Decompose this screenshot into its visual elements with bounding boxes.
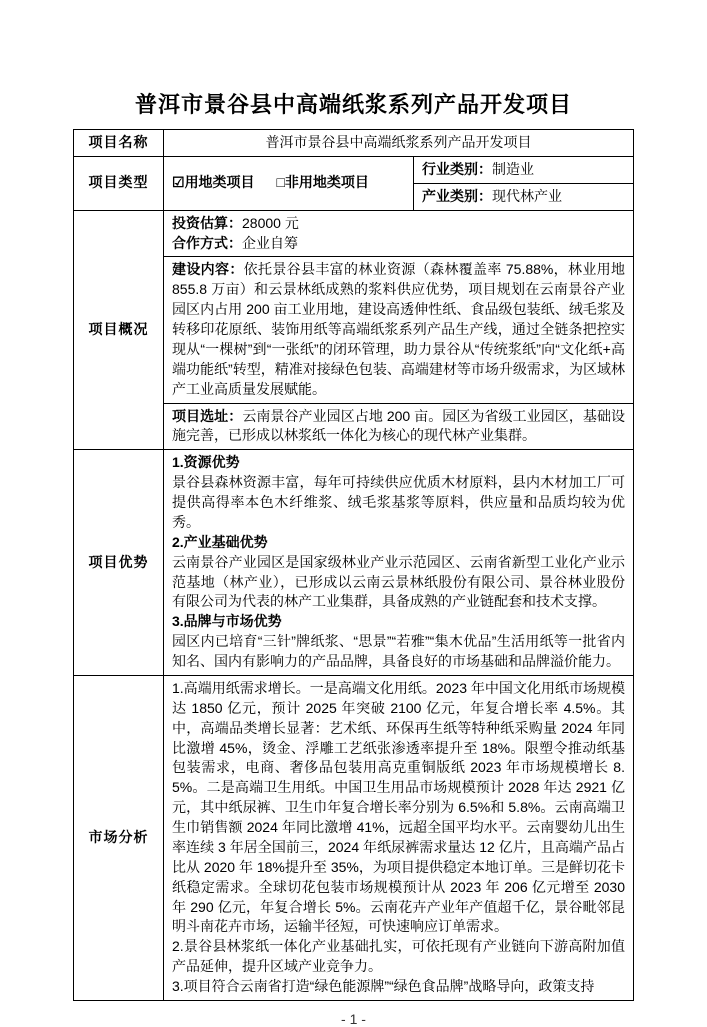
option-non-land-label: 非用地类项目 <box>284 174 369 191</box>
market-analysis-paragraph-2: 2.景谷县林浆纸一体化产业基础扎实，可依托现有产业链向下游高附加值产品延伸，提升区域产业竞争力。 <box>172 938 625 975</box>
advantage-body-industry-base: 云南景谷产业园区是国家级林业产业示范园区、云南省新型工业化产业示范基地（林产业），已形成以云南云景林纸股份有限公司、景谷林业股份有限公司为代表的林产工业集群，具备成熟的产业链配套和技术支撑。 <box>172 553 625 610</box>
row-project-advantages <box>74 450 634 676</box>
project-table <box>73 129 634 1001</box>
project-name-value: 普洱市景谷县中高端纸浆系列产品开发项目 <box>164 130 634 157</box>
sector-category-cell <box>414 183 634 210</box>
sector-category-label: 产业类别： <box>422 187 492 204</box>
construction-content-cell <box>164 257 634 403</box>
row-label-project-type: 项目类型 <box>74 156 164 210</box>
project-advantages-cell <box>164 450 634 676</box>
industry-category-label: 行业类别： <box>422 160 492 177</box>
cooperation-label: 合作方式： <box>172 234 242 251</box>
advantage-heading-resources: 1.资源优势 <box>172 454 240 471</box>
row-project-type <box>74 156 634 183</box>
sector-category-value: 现代林产业 <box>492 187 562 204</box>
row-label-project-advantages: 项目优势 <box>74 450 164 676</box>
option-land-label: 用地类项目 <box>184 174 255 191</box>
page-title: 普洱市景谷县中高端纸浆系列产品开发项目 <box>134 92 572 117</box>
market-analysis-cell <box>164 675 634 1000</box>
market-analysis-paragraph-1: 1.高端用纸需求增长。一是高端文化用纸。2023 年中国文化用纸市场规模达 1850 亿元，预计 2025 年突破 2100 亿元，年复合增长率 4.5%。其中，高端品类增长显著：艺术纸、环保再生纸等特种纸采购量 2024 年同比激增 45%，烫金、浮雕工艺纸张渗透率提升至 18%。限塑令推动纸基包装需求，电商、奢侈品包装用高克重铜版纸 2023 年市场规模增长 8.5%。二是高端卫生用纸。中国卫生用品市场规模预计 2028 年达 2921 亿元，其中纸尿裤、卫生巾年复合增长率分别为 6.5%和 5.8%。云南高端卫生巾销售额 2024 年同比激增 41%，远超全国平均水平。云南婴幼儿出生率连续 3 年居全国前三，2024 年纸尿裤需求量达 12 亿片，且高端产品占比从 2020 年 18%提升至 35%，为项目提供稳定本地订单。三是鲜切花卡纸稳定需求。全球切花包装市场规模预计从 2023 年 206 亿元增至 2030 年 290 亿元，年复合增长 5%。云南花卉产业年产值超千亿，景谷毗邻昆明斗南花卉市场，运输半径短，可快速响应订单需求。 <box>172 679 625 935</box>
page-number: - 1 - <box>341 1010 366 1027</box>
option-land-project <box>172 174 255 190</box>
option-non-land-project <box>276 174 368 190</box>
industry-category-cell <box>414 156 634 183</box>
advantage-body-resources: 景谷县森林资源丰富，每年可持续供应优质木材原料，县内木材加工厂可提供高得率本色木纤维浆、绒毛浆基浆等原料，供应量和品质均较为优秀。 <box>172 474 625 530</box>
investment-value: 28000 元 <box>242 214 299 231</box>
checkbox-unchecked-icon: □ <box>276 174 285 191</box>
checkbox-checked-icon: ☑ <box>172 174 185 191</box>
advantage-body-brand-market: 园区内已培育“三针”牌纸浆、“思景”“若雅”“集木优品”生活用纸等一批省内知名、国内有影响力的产品品牌，具备良好的市场基础和品牌溢价能力。 <box>172 633 625 669</box>
project-type-options <box>164 156 414 210</box>
row-project-name <box>74 130 634 157</box>
project-site-label: 项目选址： <box>172 407 243 424</box>
overview-investment-cell <box>164 210 634 257</box>
investment-label: 投资估算： <box>172 214 242 231</box>
industry-category-value: 制造业 <box>492 160 534 177</box>
market-analysis-paragraph-3: 3.项目符合云南省打造“绿色能源牌”“绿色食品牌”战略导向，政策支持 <box>172 978 595 994</box>
cooperation-value: 企业自筹 <box>242 234 298 251</box>
project-site-value: 云南景谷产业园区占地 200 亩。园区为省级工业园区，基础设施完善，已形成以林浆纸一体化为核心的现代林产业集群。 <box>172 407 626 444</box>
advantage-heading-brand-market: 3.品牌与市场优势 <box>172 613 282 630</box>
row-label-project-name: 项目名称 <box>74 130 164 157</box>
row-label-project-overview: 项目概况 <box>74 210 164 450</box>
row-project-overview <box>74 210 634 257</box>
advantage-heading-industry-base: 2.产业基础优势 <box>172 533 268 550</box>
row-label-market-analysis: 市场分析 <box>74 675 164 1000</box>
construction-content-label: 建设内容： <box>172 261 244 278</box>
project-site-cell <box>164 403 634 450</box>
row-market-analysis <box>74 675 634 1000</box>
construction-content-value: 依托景谷县丰富的林业资源（森林覆盖率 75.88%，林业用地 855.8 万亩）和云景林纸成熟的浆料供应优势，项目规划在云南景谷产业园区内占用 200 亩工业用地，建设高透伸性纸、食品级包装纸、绒毛浆及转移印花原纸、装饰用纸等高端纸浆系列产品生产线，通过全链条把控实现从“一棵树”到“一张纸”的闭环管理，助力景谷从“传统浆纸”向“文化纸+高端功能纸”转型，精准对接绿色包装、高端建材等市场升级需求，为区域林产工业高质量发展赋能。 <box>172 261 626 397</box>
